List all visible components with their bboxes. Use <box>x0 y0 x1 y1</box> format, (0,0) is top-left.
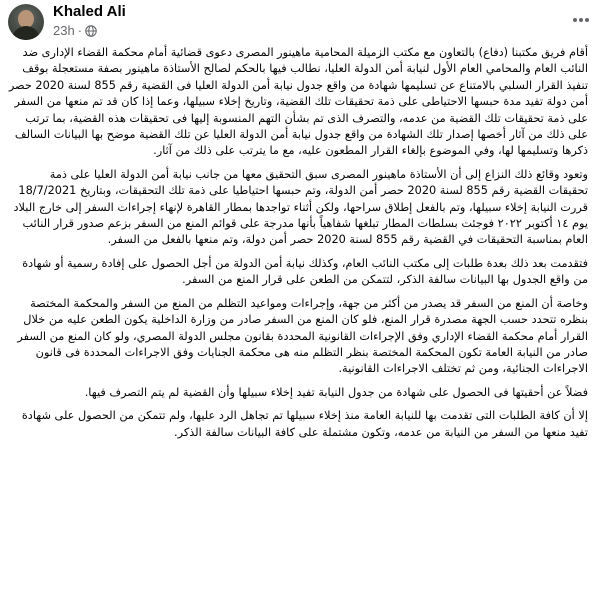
author-avatar[interactable] <box>8 4 44 40</box>
post-paragraph: فضلاً عن أحقيتها فى الحصول على شهادة من جدول النيابة تفيد إخلاء سبيلها وأن القضية لم يتم التصرف فيها. <box>84 385 588 399</box>
post-paragraph: إلا أن كافة الطلبات التى تقدمت بها للنيابة العامة منذ إخلاء سبيلها تم تجاهل الرد عليها، ولم تتمكن من الحصول على شهادة تفيد منعها من السفر من النيابة من عدمه، وتكون مشتملة على كافة البيانات سالفة الذكر. <box>21 409 588 439</box>
post-header <box>0 0 605 44</box>
post-paragraph: وخاصة أن المنع من السفر قد يصدر من أكثر من جهة، وإجراءات ومواعيد التظلم من المنع من السفر والمحكمة المختصة بنظره تتحدد حسب الجهة مصدرة قرار المنع، فلو كان المنع من السفر صادر من وزارة الداخلية يكون الطعن عليه من خلال القرار أمام محكمة القضاء الإداري وفق الإجراءات القانونية المحددة بقانون مجلس الدولة المصري، ولو كان المنع من السفر صادر من النيابة العامة تكون المحكمة المختصة بنظر التظلم منه هى محكمة الجنايات وفق الاجراءات المحددة فى قانون الاجراءات الجنائية، ومن ثم تختلف الاجراءات القانونية. <box>17 296 588 376</box>
post-timestamp[interactable]: 23h <box>53 23 75 38</box>
more-options-icon <box>572 17 590 23</box>
post-body <box>8 45 588 448</box>
more-options-button[interactable] <box>567 6 595 34</box>
post-paragraph: أقام فريق مكتبنا (دفاع) بالتعاون مع مكتب الزميلة المحامية ماهينور المصرى دعوى قضائية أمام محكمة القضاء الإدارى ضد النائب العام والمحامي العام الأول لنيابة أمن الدولة العليا، نطالب فيها بالحكم لصالح الأستاذة ماهينور بصفة مستعجلة بوقف تنفيذ القرار السلبي بالامتناع عن تسليمها شهادة من واقع جدول نيابة أمن الدولة العليا فى القضية رقم 855 لسنة 2020 حصر أمن دولة تفيد مدة حبسها الاحتياطى على ذمة تحقيقات تلك القضية، وتاريخ إخلاء سبيلها، وعما إذا كان قد تم منعها من السفر على ذمة تحقيقات تلك القضية من عدمه، والتصرف الذى تم بشأن التهم المنسوبة إليها فى تحقيقات هذه القضية، بما ترتب على ذلك من آثار أخصها إصدار تلك الشهادة من واقع جدول نيابة أمن الدولة العليا عن تلك القضية موضح بها البيانات السالف ذكرها وتسليمها لها، وفي الموضوع بإلغاء القرار المطعون عليه، مع ما يترتب على ذلك من آثار. <box>8 46 588 158</box>
avatar-shoulders <box>12 26 40 40</box>
post-meta <box>53 23 97 38</box>
post-paragraph: وتعود وقائع ذلك النزاع إلى أن الأستاذة ماهينور المصرى سبق التحقيق معها من جانب نيابة أمن الدولة العليا على ذمة تحقيقات القضية رقم 855 لسنة 2020 حصر أمن الدولة، وتم حبسها احتياطيا على ذمة تلك التحقيقات، وبتاريخ 18/7/2021 قررت النيابة إخلاء سبيلها، وتم بالفعل إطلاق سراحها، ولكن أثناء تواجدها بمطار القاهرة لإنهاء إجراءات السفر إلى خارج البلاد يوم ١٤ أكتوبر ٢٠٢٢ فوجئت بسلطات المطار تبلغها شفاهياً بأنها مدرجة على قوائم المنع من السفر بزعم صدور قرار النائب العام بمناسبة التحقيقات في القضية رقم 855 لسنة 2020 حصر أمن دولة، وتم منعها بالفعل من السفر. <box>13 167 588 247</box>
globe-icon[interactable] <box>85 25 97 37</box>
meta-separator: · <box>77 23 83 38</box>
post-paragraph: فتقدمت بعد ذلك بعدة طلبات إلى مكتب النائب العام، وكذلك نيابة أمن الدولة من أجل الحصول على إفادة رسمية أو شهادة من واقع الجدول بها البيانات سالفة الذكر، لتتمكن من الطعن على قرار المنع من السفر. <box>22 256 588 287</box>
author-name[interactable]: Khaled Ali <box>53 3 126 20</box>
